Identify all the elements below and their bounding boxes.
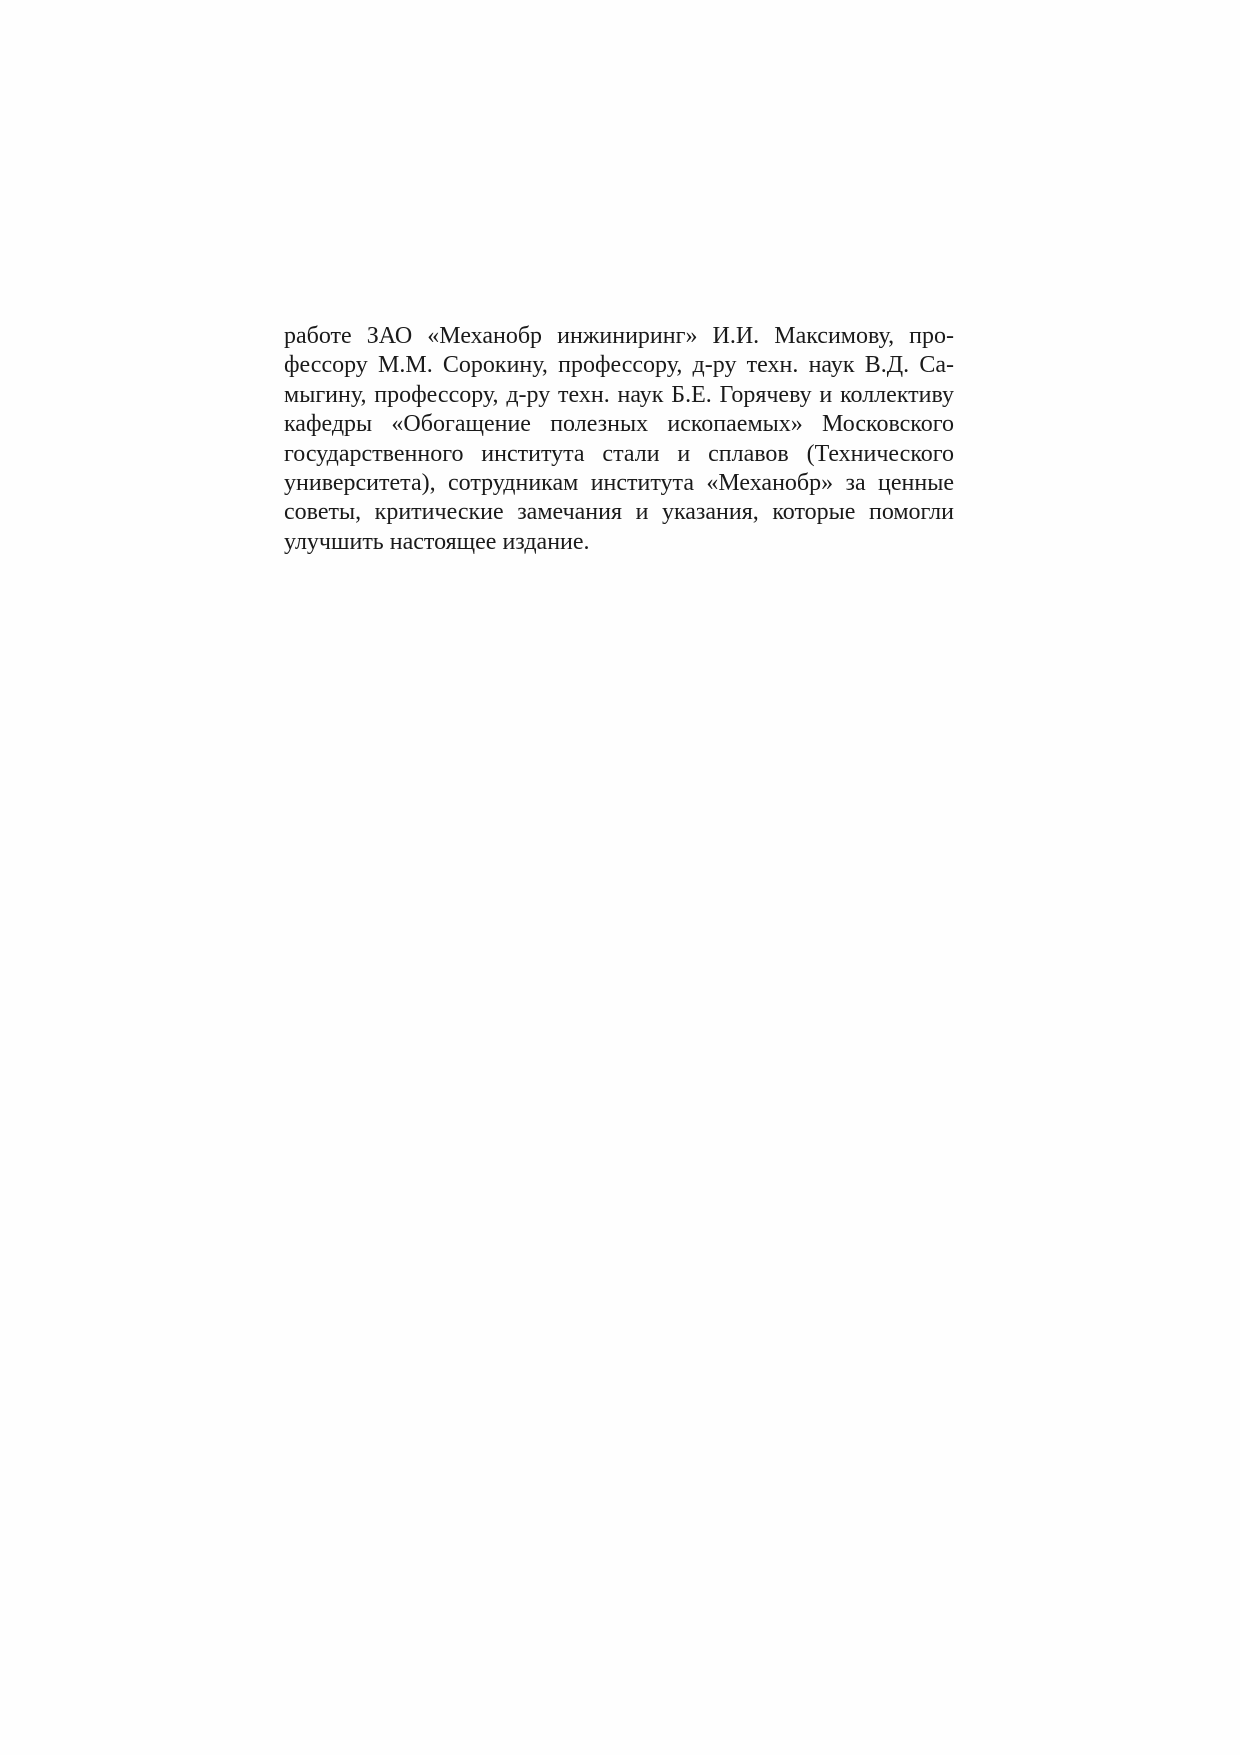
- paragraph-line: государственного института стали и сплавов (Технического: [284, 440, 954, 467]
- paragraph-line: мыгину, профессору, д-ру техн. наук Б.Е. Горячеву и коллективу: [284, 381, 954, 408]
- paragraph-line: работе ЗАО «Механобр инжиниринг» И.И. Максимову, про-: [284, 323, 954, 349]
- paragraph-line: университета), сотрудникам института «Механобр» за ценные: [284, 469, 954, 496]
- paragraph-line: кафедры «Обогащение полезных ископаемых» Московского: [284, 411, 954, 438]
- paragraph-line: советы, критические замечания и указания, которые помогли: [284, 499, 954, 526]
- paragraph-line: фессору М.М. Сорокину, профессору, д-ру техн. наук В.Д. Са-: [284, 352, 954, 379]
- acknowledgement-paragraph: [284, 322, 954, 557]
- paragraph-line: улучшить настоящее издание.: [284, 528, 590, 555]
